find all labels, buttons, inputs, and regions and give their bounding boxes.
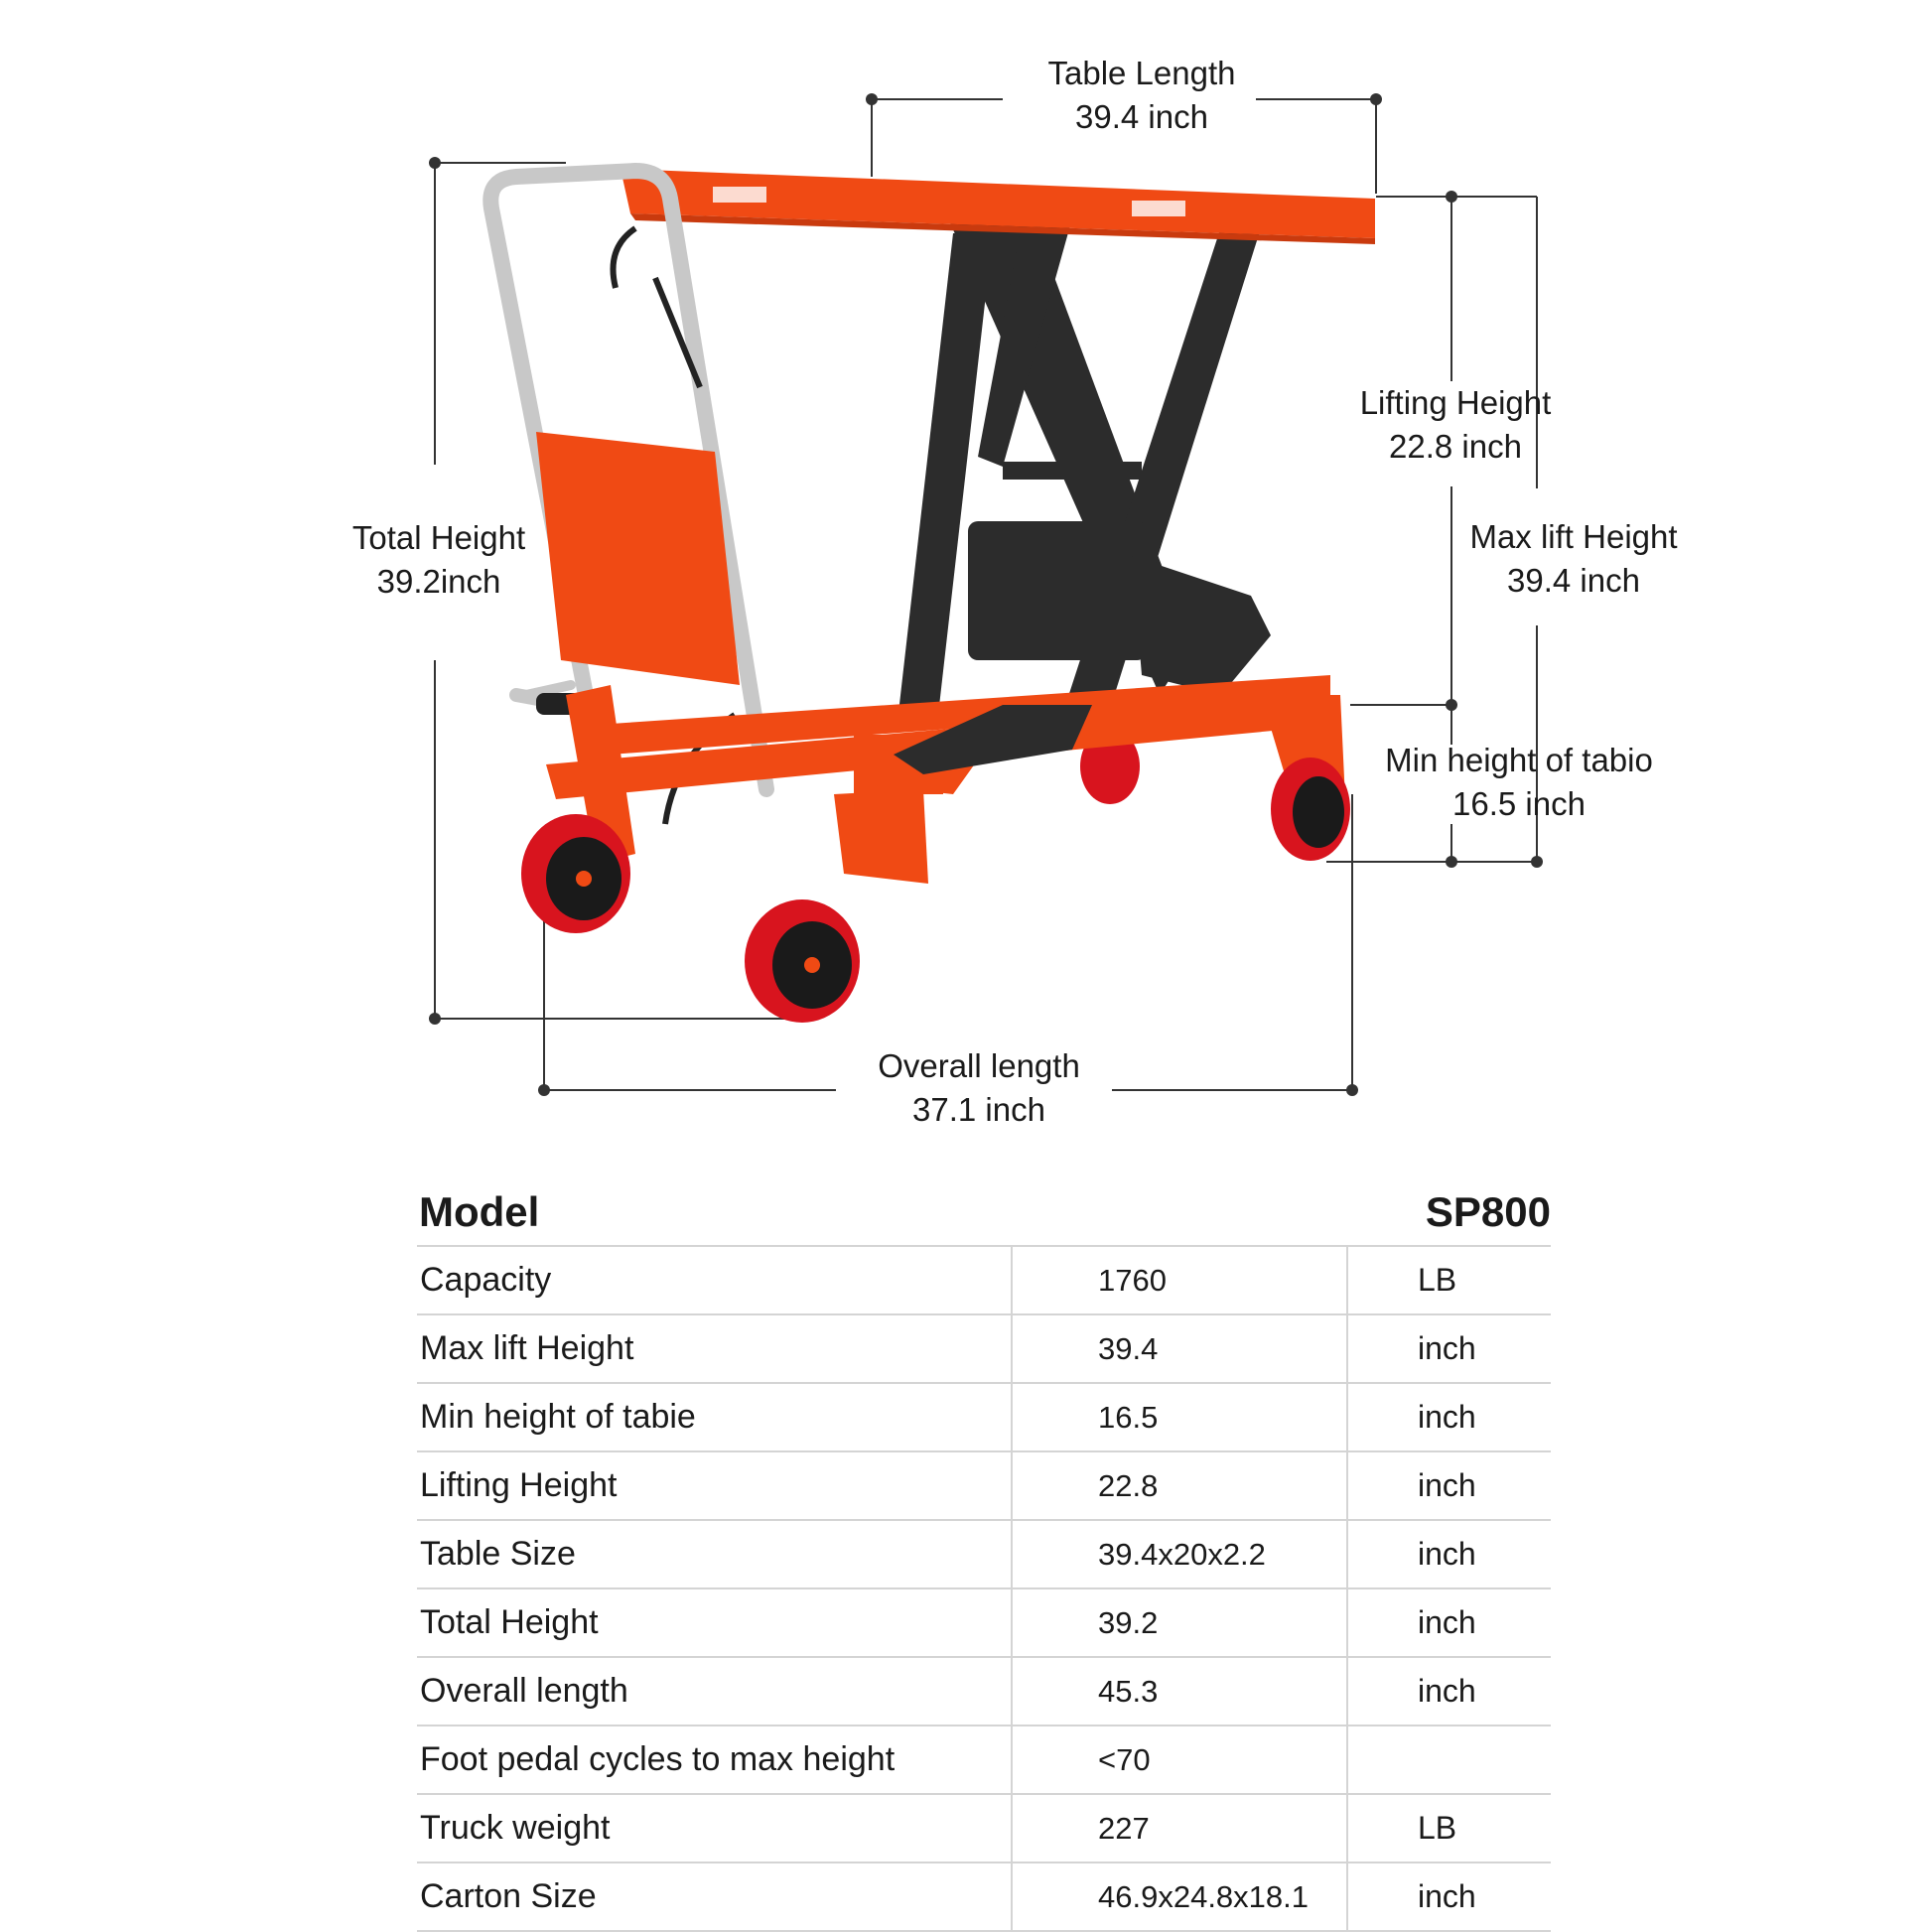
spec-unit: inch (1418, 1330, 1476, 1366)
spec-value: 227 (1013, 1795, 1348, 1862)
dim-overall-length (840, 1044, 1118, 1132)
dim-overall-length-label: Overall length (878, 1047, 1080, 1084)
spec-value: 16.5 (1013, 1384, 1348, 1450)
spec-row (417, 1589, 1551, 1658)
spec-value: <70 (1013, 1726, 1348, 1793)
spec-table (417, 1179, 1551, 1932)
spec-row (417, 1247, 1551, 1315)
spec-label: Foot pedal cycles to max height (417, 1726, 1013, 1793)
spec-unit: inch (1418, 1536, 1476, 1572)
spec-label: Total Height (417, 1589, 1013, 1656)
spec-value: 22.8 (1013, 1452, 1348, 1519)
spec-value: 39.4 (1013, 1315, 1348, 1382)
spec-row (417, 1863, 1551, 1932)
spec-unit: LB (1418, 1810, 1457, 1846)
dim-lifting-height-value: 22.8 inch (1389, 428, 1522, 465)
handle-backplate (536, 432, 740, 685)
dim-table-length-value: 39.4 inch (1075, 98, 1208, 135)
dim-total-height-value: 39.2inch (376, 563, 501, 600)
spec-label: Capacity (417, 1247, 1013, 1313)
spec-row (417, 1726, 1551, 1795)
spec-unit: inch (1418, 1673, 1476, 1709)
wheel-front-left (521, 814, 630, 933)
spec-unit: inch (1418, 1399, 1476, 1435)
spec-rows (417, 1247, 1551, 1932)
dim-overall-length-value: 37.1 inch (912, 1091, 1045, 1128)
spec-value: 1760 (1013, 1247, 1348, 1313)
dim-lifting-height-label: Lifting Height (1359, 384, 1552, 421)
spec-unit: LB (1418, 1262, 1457, 1298)
spec-row (417, 1452, 1551, 1521)
model-label: Model (419, 1188, 540, 1235)
spec-row (417, 1384, 1551, 1452)
dim-lifting-height (1307, 381, 1604, 469)
spec-unit: inch (1418, 1467, 1476, 1503)
spec-value: 45.3 (1013, 1658, 1348, 1725)
scissor-mechanism (898, 218, 1271, 735)
dim-table-length-label: Table Length (1047, 55, 1236, 91)
spec-value: 46.9x24.8x18.1 (1013, 1863, 1348, 1930)
wheel-rear-right (1271, 758, 1350, 861)
spec-unit: inch (1418, 1878, 1476, 1914)
dim-total-height-label: Total Height (351, 519, 526, 556)
spec-label: Max lift Height (417, 1315, 1013, 1382)
spec-row (417, 1795, 1551, 1863)
spec-row (417, 1521, 1551, 1589)
spec-label: Overall length (417, 1658, 1013, 1725)
spec-unit: inch (1418, 1604, 1476, 1640)
wheel-front-right (745, 899, 860, 1023)
spec-table-header (417, 1179, 1551, 1247)
spec-label: Table Size (417, 1521, 1013, 1587)
dim-max-lift-height (1430, 515, 1718, 603)
dim-min-height (1360, 739, 1678, 826)
dim-table-length (993, 52, 1291, 139)
spec-label: Min height of tabie (417, 1384, 1013, 1450)
spec-label: Lifting Height (417, 1452, 1013, 1519)
dim-max-lift-height-value: 39.4 inch (1507, 562, 1640, 599)
spec-label: Truck weight (417, 1795, 1013, 1862)
spec-unit (1348, 1726, 1551, 1793)
spec-row (417, 1658, 1551, 1726)
dim-min-height-value: 16.5 inch (1452, 785, 1586, 822)
base-frame (546, 675, 1345, 884)
dim-total-height (320, 516, 558, 604)
spec-value: 39.2 (1013, 1589, 1348, 1656)
spec-label: Carton Size (417, 1863, 1013, 1930)
dim-min-height-label: Min height of tabio (1385, 742, 1653, 778)
dim-max-lift-height-label: Max lift Height (1469, 518, 1678, 555)
model-value: SP800 (1425, 1188, 1551, 1235)
spec-row (417, 1315, 1551, 1384)
spec-value: 39.4x20x2.2 (1013, 1521, 1348, 1587)
